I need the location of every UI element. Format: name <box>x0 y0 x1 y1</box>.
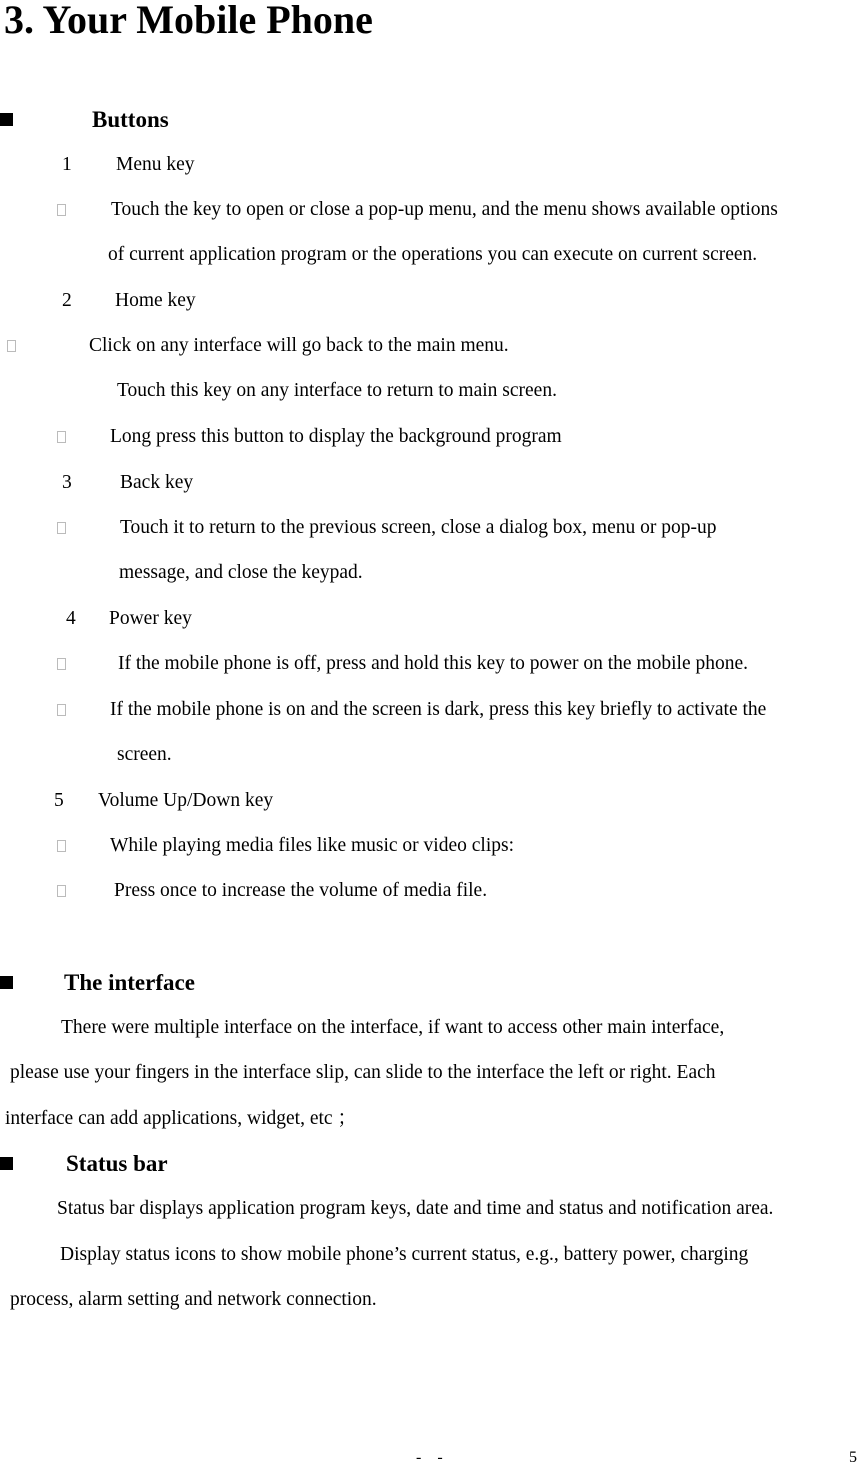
back-key-desc-1: Touch it to return to the previous screen, close a dialog box, menu or pop-up <box>120 517 717 538</box>
volume-key-desc-2: Press once to increase the volume of media file. <box>114 880 488 901</box>
status-bar-text-3: process, alarm setting and network connection. <box>10 1289 377 1310</box>
back-key-label: Back key <box>120 472 194 493</box>
interface-text-2: please use your fingers in the interface slip, can slide to the interface the left or right. Each <box>10 1062 716 1083</box>
volume-key-label: Volume Up/Down key <box>98 790 274 811</box>
bullet-box-icon <box>57 204 66 216</box>
power-key-label: Power key <box>109 608 192 629</box>
menu-key-desc-1: Touch the key to open or close a pop-up menu, and the menu shows available options <box>111 199 778 220</box>
volume-key-number: 5 <box>54 790 64 811</box>
interface-text-1: There were multiple interface on the interface, if want to access other main interface, <box>61 1017 725 1038</box>
back-key-number: 3 <box>62 472 72 493</box>
square-bullet-icon <box>0 113 13 126</box>
interface-text-3: interface can add applications, widget, etc ； <box>5 1108 357 1129</box>
bullet-box-icon <box>57 522 66 534</box>
power-key-desc-1: If the mobile phone is off, press and hold this key to power on the mobile phone. <box>118 653 749 674</box>
home-key-label: Home key <box>115 290 196 311</box>
menu-key-label: Menu key <box>116 154 195 175</box>
page-title: 3. Your Mobile Phone <box>4 0 373 42</box>
home-key-desc-2: Touch this key on any interface to return to main screen. <box>117 380 557 401</box>
home-key-desc-3: Long press this button to display the background program <box>110 426 562 447</box>
section-heading-status-bar: Status bar <box>66 1151 168 1176</box>
power-key-desc-3: screen. <box>117 744 172 765</box>
power-key-desc-2: If the mobile phone is on and the screen is dark, press this key briefly to activate the <box>110 699 767 720</box>
bullet-box-icon <box>57 840 66 852</box>
menu-key-number: 1 <box>62 154 72 175</box>
bullet-box-icon <box>7 340 16 352</box>
bullet-box-icon <box>57 658 66 670</box>
bullet-box-icon <box>57 431 66 443</box>
section-heading-buttons: Buttons <box>92 107 169 132</box>
bullet-box-icon <box>57 704 66 716</box>
status-bar-text-1: Status bar displays application program keys, date and time and status and notification area. <box>57 1198 774 1219</box>
status-bar-text-2: Display status icons to show mobile phone’s current status, e.g., battery power, charging <box>60 1244 749 1265</box>
volume-key-desc-1: While playing media files like music or video clips: <box>110 835 514 856</box>
footer-dashes: - - <box>416 1449 443 1466</box>
square-bullet-icon <box>0 1157 13 1170</box>
power-key-number: 4 <box>66 608 76 629</box>
home-key-number: 2 <box>62 290 72 311</box>
page-number: 5 <box>849 1449 857 1466</box>
home-key-desc-1: Click on any interface will go back to the main menu. <box>89 335 509 356</box>
menu-key-desc-2: of current application program or the operations you can execute on current screen. <box>108 244 758 265</box>
square-bullet-icon <box>0 976 13 989</box>
back-key-desc-2: message, and close the keypad. <box>119 562 363 583</box>
bullet-box-icon <box>57 885 66 897</box>
section-heading-interface: The interface <box>64 970 195 995</box>
